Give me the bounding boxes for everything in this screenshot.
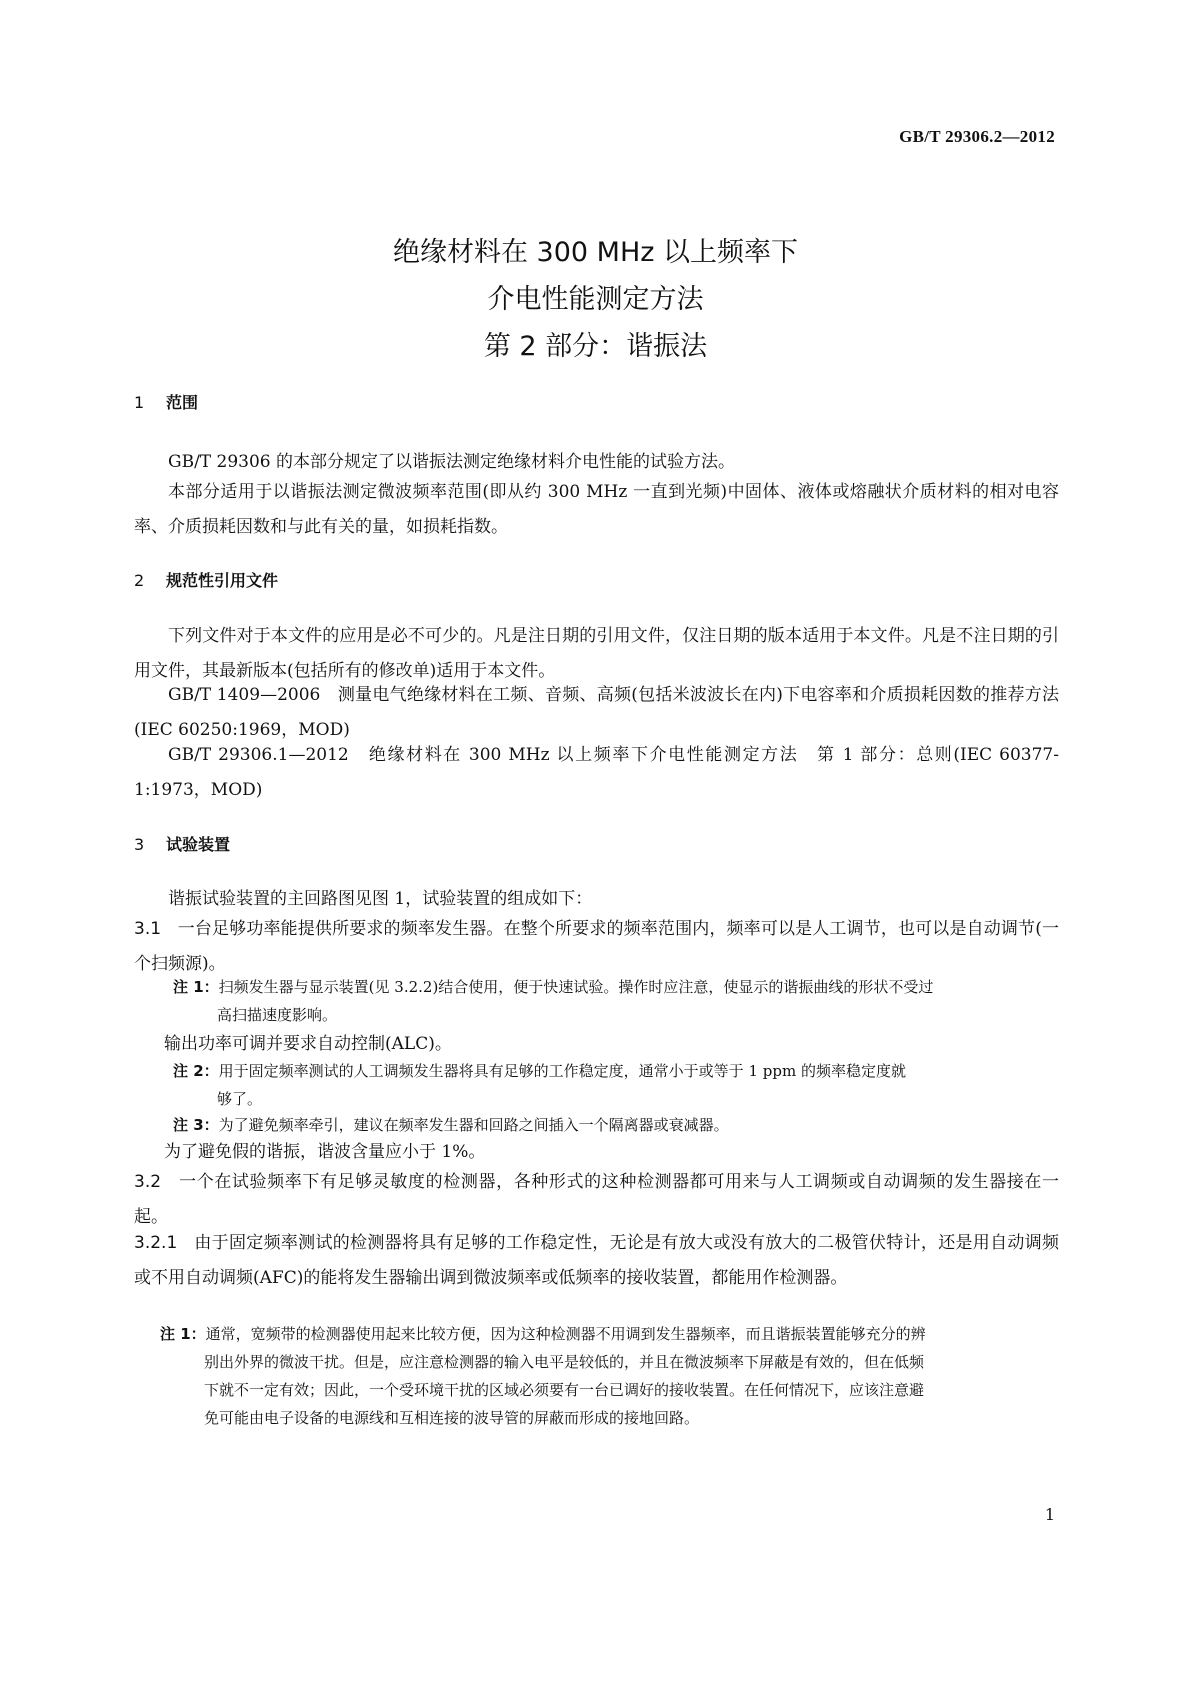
note-text: 为了避免频率牵引，建议在频率发生器和回路之间插入一个隔离器或衰减器。 [218,1116,729,1134]
note-text-line: 通常，宽频带的检测器使用起来比较方便，因为这种检测器不用调到发生器频率，而且谐振装置能够充分的辨 [205,1325,926,1343]
clause-3-1-note-1 [173,973,1059,1029]
section-2-para-1: 下列文件对于本文件的应用是必不可少的。凡是注日期的引用文件，仅注日期的版本适用于本文件。凡是不注日期的引用文件，其最新版本(包括所有的修改单)适用于本文件。 [134,626,1059,681]
reference-gbt-29306-1: GB/T 29306.1—2012 绝缘材料在 300 MHz 以上频率下介电性能测定方法 第 1 部分：总则(IEC 60377-1:1973，MOD) [134,745,1059,800]
clause-text: 一个在试验频率下有足够灵敏度的检测器，各种形式的这种检测器都可用来与人工调频或自动调频的发生器接在一起。 [134,1172,1059,1227]
clause-3-1 [134,912,1059,982]
section-number: 2 [134,571,145,590]
note-continuation: 高扫描速度影响。 [217,1006,338,1024]
clause-3-2-1 [134,1226,1059,1296]
note-text-line: 下就不一定有效；因此，一个受环境干扰的区域必须要有一台已调好的接收装置。在任何情况下，应该注意避 [204,1381,925,1399]
standard-code: GB/T 29306.2—2012 [899,127,1055,146]
page-number: 1 [1044,1505,1055,1524]
section-1-para-2: 本部分适用于以谐振法测定微波频率范围(即从约 300 MHz 一直到光频)中固体、液体或熔融状介质材料的相对电容率、介质损耗因数和与此有关的量，如损耗指数。 [134,482,1059,537]
note-text-line: 免可能由电子设备的电源线和互相连接的波导管的屏蔽而形成的接地回路。 [204,1409,700,1427]
section-2-heading [134,568,278,591]
section-title: 规范性引用文件 [166,571,279,590]
clause-text: 一台足够功率能提供所要求的频率发生器。在整个所要求的频率范围内，频率可以是人工调节，也可以是自动调节(一个扫频源)。 [134,919,1059,974]
clause-number: 3.1 [134,919,162,939]
clause-3-1-note-2 [173,1057,1059,1113]
clause-number: 3.2.1 [134,1233,178,1253]
section-number: 3 [134,835,145,854]
clause-text: 由于固定频率测试的检测器将具有足够的工作稳定性，无论是有放大或没有放大的二极管伏特计，还是用自动调频或不用自动调频(AFC)的能将发生器输出调到微波频率或低频率的接收装置，都能用作检测器。 [134,1233,1059,1288]
reference-gbt-1409: GB/T 1409—2006 测量电气绝缘材料在工频、音频、高频(包括米波波长在内)下电容率和介质损耗因数的推荐方法(IEC 60250:1969，MOD) [134,685,1059,740]
title-line-1: 绝缘材料在 300 MHz 以上频率下 [392,237,799,268]
note-text: 用于固定频率测试的人工调频发生器将具有足够的工作稳定度，通常小于或等于 1 ppm 的频率稳定度就 [218,1062,906,1080]
clause-3-1-harmonics: 为了避免假的谐振，谐波含量应小于 1%。 [164,1142,486,1162]
clause-3-2-1-note-1 [160,1320,1060,1432]
section-3-heading [134,832,230,855]
note-label: 注 1： [160,1325,206,1343]
note-label: 注 3： [173,1116,219,1134]
clause-3-1-alc: 输出功率可调并要求自动控制(ALC)。 [164,1034,452,1054]
section-1-para-1: GB/T 29306 的本部分规定了以谐振法测定绝缘材料介电性能的试验方法。 [168,452,736,472]
note-label: 注 2： [173,1062,219,1080]
note-label: 注 1： [173,978,219,996]
clause-3-2 [134,1165,1059,1235]
title-line-3: 第 2 部分：谐振法 [483,331,708,362]
section-3-intro: 谐振试验装置的主回路图见图 1，试验装置的组成如下： [168,889,593,909]
note-text: 扫频发生器与显示装置(见 3.2.2)结合使用，便于快速试验。操作时应注意，使显示的谐振曲线的形状不受过 [218,978,934,996]
section-1-heading [134,390,198,413]
note-text-line: 别出外界的微波干扰。但是，应注意检测器的输入电平是较低的，并且在微波频率下屏蔽是有效的，但在低频 [204,1353,925,1371]
section-title: 范围 [166,393,199,412]
section-number: 1 [134,393,145,412]
note-continuation: 够了。 [217,1090,263,1108]
clause-number: 3.2 [134,1172,162,1192]
section-title: 试验装置 [166,835,231,854]
title-line-2: 介电性能测定方法 [487,284,704,315]
